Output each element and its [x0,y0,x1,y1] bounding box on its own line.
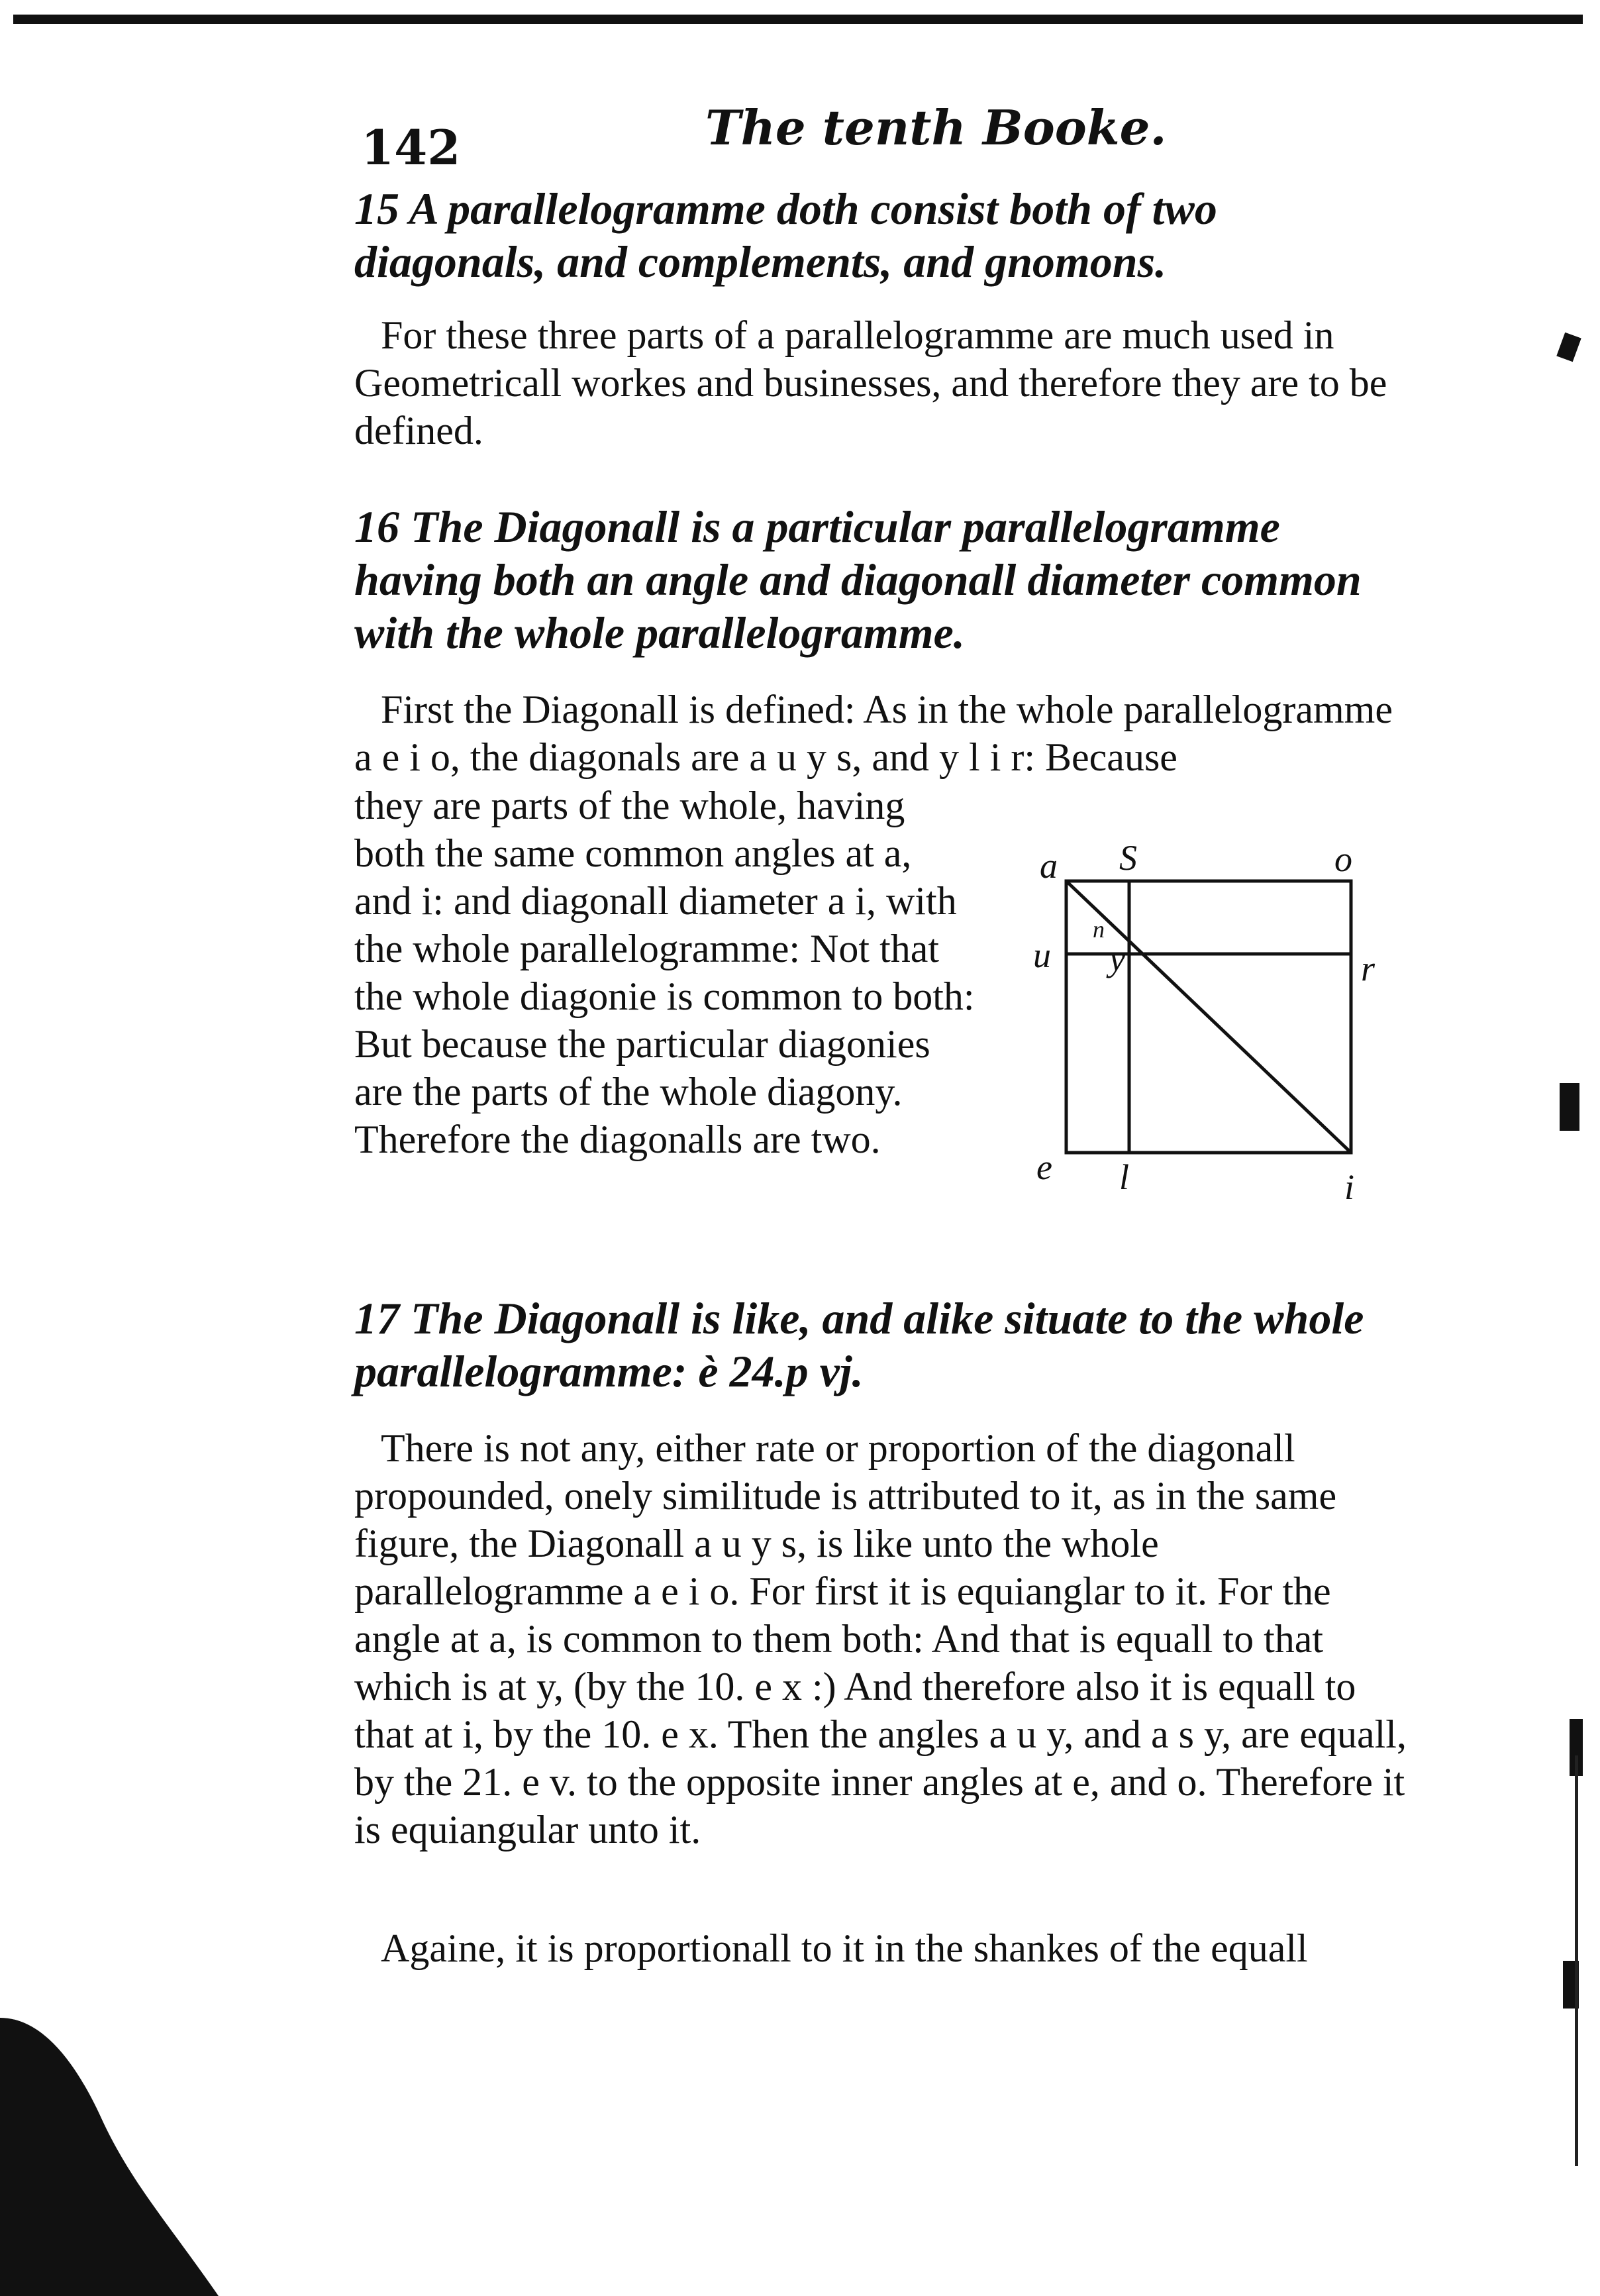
parallelogram-diagram [1013,838,1391,1209]
section-16-heading: 16 The Diagonall is a particular parallelogramme having both an angle and diagonall diameter common with the whole parallelogramme. [354,501,1362,658]
diagonal-figure [1013,838,1391,1209]
page-number: 142 [361,119,461,176]
margin-mark-2 [1560,1083,1579,1131]
top-rule [13,15,1583,24]
label-i: i [1344,1167,1355,1207]
margin-vertical-line [1575,1755,1578,2166]
label-s: S [1119,838,1137,878]
label-u: u [1033,935,1051,975]
section-17-heading: 17 The Diagonall is like, and alike situate to the whole parallelogramme: è 24.p vj. [354,1293,1364,1396]
section-15-body: For these three parts of a parallelogramme are much used in Geometricall workes and businesses, and therefore they are to be defined. [354,313,1387,452]
section-16-body-wrapped: they are parts of the whole, having both the same common angles at a, and i: and diagonall diameter a i, with the whole parallelogramme: Not that the whole diagonie is common to both: But because the particular diagonies are the parts of the whole diagony. Therefore the diagonalls are two. [354,784,975,1161]
running-title: The tenth Booke. [705,99,1167,156]
section-17-body-continued: Againe, it is proportionall to it in the shankes of the equall [381,1926,1308,1970]
diagonal-a-i [1066,881,1351,1153]
section-16-body-intro: First the Diagonall is defined: As in the whole parallelogramme a e i o, the diagonals are a u y s, and y l i r: Because [354,688,1393,779]
label-o: o [1334,839,1352,879]
label-l: l [1119,1157,1130,1197]
label-y: y [1109,939,1125,978]
label-a: a [1040,846,1058,886]
margin-mark-1 [1556,333,1581,362]
page-header [361,99,1421,179]
label-e: e [1036,1147,1052,1187]
bottom-left-shadow [0,2018,278,2296]
label-r: r [1361,949,1375,988]
section-15-heading: 15 A parallelogramme doth consist both of two diagonals, and complements, and gnomons. [354,183,1217,287]
section-17-body: There is not any, either rate or proportion of the diagonall propounded, onely similitude is attributed to it, as in the same figure, the Diagonall a u y s, is like unto the whole parallelogramme a e i o. For first it is equianglar to it. For the angle at a, is common to them both: And that is equall to that which is at y, (by the 10. e x :) And therefore also it is equall to that at i, by the 10. e x. Then the angles a u y, and a s y, are equall, by the 21. e v. to the opposite inner angles at e, and o. Therefore it is equiangular unto it. [354,1426,1407,1852]
label-n: n [1093,916,1105,943]
